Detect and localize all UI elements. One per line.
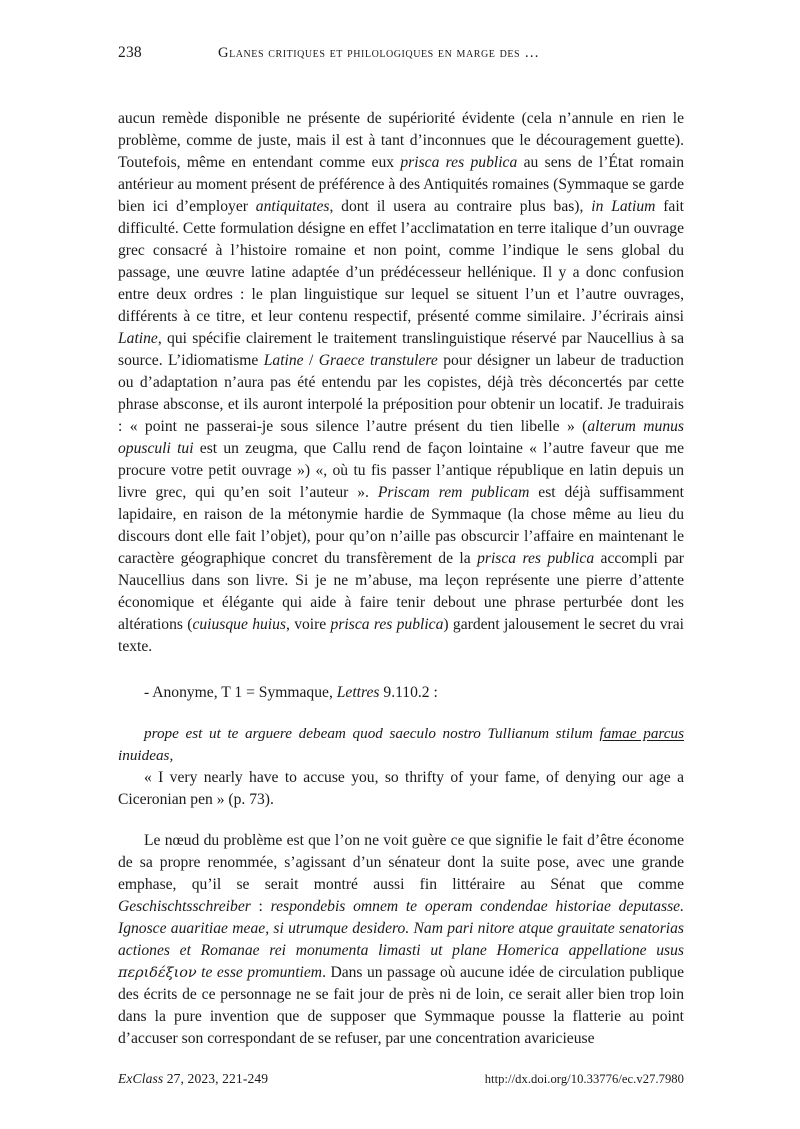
text-run: : bbox=[250, 898, 271, 915]
page-number: 238 bbox=[118, 44, 142, 61]
italic-run: Lettres bbox=[336, 684, 380, 701]
text-run: , voire bbox=[285, 616, 331, 633]
text-run: - Anonyme, T 1 = Symmaque, bbox=[144, 684, 337, 701]
italic-run: in Latium bbox=[591, 198, 656, 215]
text-run: 27, 2023, 221-249 bbox=[163, 1071, 269, 1086]
text-run: 9.110.2 : bbox=[379, 684, 438, 701]
text-run: , dont il usera au contraire plus bas), bbox=[329, 198, 592, 215]
running-head bbox=[118, 44, 684, 66]
text-run: prope est ut te arguere debeam quod saeculo nostro Tullianum stilum bbox=[144, 725, 600, 742]
text-run: accompli par Naucellius dans son livre. Si je ne m’abuse, ma leçon représente une pierre d’attente économique et élégante qui aide à faire tenir debout une phrase perturbée dont les altérations ( bbox=[118, 550, 684, 633]
italic-run: prisca res publica bbox=[400, 154, 518, 171]
journal-name: ExClass bbox=[118, 1071, 164, 1086]
paragraph-secondary bbox=[118, 830, 684, 1050]
italic-run: Graece transtulere bbox=[318, 352, 438, 369]
text-run: inuideas, bbox=[118, 747, 174, 764]
text-run: est déjà suffisamment lapidaire, en raison de la métonymie hardie de Symmaque (la chose même au lieu du discours dont elle fait l’objet), pour qu’on n’aille pas obscurcir l’affaire en maintenant le caractère géographique concret du transfèrement de la bbox=[118, 484, 684, 567]
greek-run: περιδέξιον bbox=[118, 965, 197, 981]
spacer bbox=[118, 704, 684, 723]
italic-run: prisca res publica bbox=[330, 616, 444, 633]
italic-run: prisca res publica bbox=[477, 550, 595, 567]
italic-run: Latine bbox=[118, 330, 158, 347]
latin-quotation bbox=[118, 723, 684, 767]
italic-run: respondebis omnem te operam condendae historiae deputasse. Ignosce auaritiae meae, si utrumque desidero. Nam pari nitore atque grauitate senatorias actiones et Romanae rei monumenta limasti ut plane Homerica appellatione usus bbox=[118, 898, 685, 959]
paragraph-main bbox=[118, 108, 684, 658]
italic-run: Geschischtsschreiber bbox=[118, 898, 251, 915]
journal-reference bbox=[118, 1071, 268, 1087]
text-run: Le nœud du problème est que l’on ne voit guère ce que signifie le fait d’être économe de sa propre renommée, s’agissant d’un sénateur dont la suite pose, avec une grande emphase, qu’il se serait montré aussi fin littéraire au Sénat que comme bbox=[118, 832, 684, 893]
italic-run: alterum munus opusculi tui bbox=[118, 418, 684, 457]
text-block bbox=[118, 108, 684, 1050]
italic-run: te esse promuntiem bbox=[196, 964, 323, 981]
text-run: fait difficulté. Cette formulation désigne en effet l’acclimatation en terre italique d’un ouvrage grec consacré à l’histoire romaine et non point, comme l’indique le sens global du passage, une œuvre latine adaptée d’un prédécesseur hellénique. Il y a donc confusion entre deux ordres : le plan linguistique sur lequel se situent l’un et l’autre ouvrages, différents à ce titre, et leur contenu respectif, présenté comme similaire. J’écrirais ainsi bbox=[118, 198, 684, 325]
text-run: au sens de l’État romain antérieur au moment présent de préférence à des Antiquités romaines (Symmaque se garde bien ici d’employer bbox=[118, 154, 684, 215]
text-run: . Dans un passage où aucune idée de circulation publique des écrits de ce personnage ne se fait jour de près ni de loin, ce serait aller bien trop loin dans la pure invention que de supposer que Symmaque pousse la flatterie au point d’accuser son correspondant de se refuser, par une concentration avaricieuse bbox=[118, 964, 684, 1047]
running-head-title: Glanes critiques et philologiques en marge des … bbox=[218, 45, 540, 61]
text-run: pour désigner un labeur de traduction ou d’adaptation n’aura pas été entendu par les copistes, déjà très déconcertés par cette phrase absconse, et ils auront interpolé la préposition pour obtenir un locatif. Je traduirais : « point ne passerai-je sous silence l’autre présent du tien libelle » ( bbox=[118, 352, 684, 435]
italic-run: cuiusque huius bbox=[192, 616, 286, 633]
page-footer bbox=[118, 1071, 684, 1087]
english-translation: « I very nearly have to accuse you, so thrifty of your fame, of denying our age a Ciceronian pen » (p. 73). bbox=[118, 769, 684, 808]
italic-run: antiquitates bbox=[255, 198, 330, 215]
doi-link[interactable]: http://dx.doi.org/10.33776/ec.v27.7980 bbox=[484, 1072, 684, 1086]
italic-run: Priscam rem publicam bbox=[377, 484, 530, 501]
spacer bbox=[118, 658, 684, 682]
spacer bbox=[118, 811, 684, 830]
italic-run: Latine bbox=[263, 352, 304, 369]
text-run: , qui spécifie clairement le traitement translinguistique réservé par Naucellius à sa source. L’idiomatisme bbox=[118, 330, 684, 369]
source-citation bbox=[118, 682, 684, 704]
text-run: ) gardent jalousement le secret du vrai texte. bbox=[118, 616, 684, 655]
text-run: aucun remède disponible ne présente de supériorité évidente (cela n’annule en rien le problème, comme de juste, mais il est à tant d’inconnues que le découragement guette). Toutefois, même en entendant comme eux bbox=[118, 110, 684, 171]
text-run: / bbox=[303, 352, 319, 369]
underlined-run: famae parcus bbox=[599, 725, 684, 742]
text-run: est un zeugma, que Callu rend de façon lointaine « l’autre faveur que me procure votre petit ouvrage ») «, où tu fis passer l’antique république en latin depuis un livre grec, qui qu’en soit l’auteur ». bbox=[118, 440, 685, 501]
